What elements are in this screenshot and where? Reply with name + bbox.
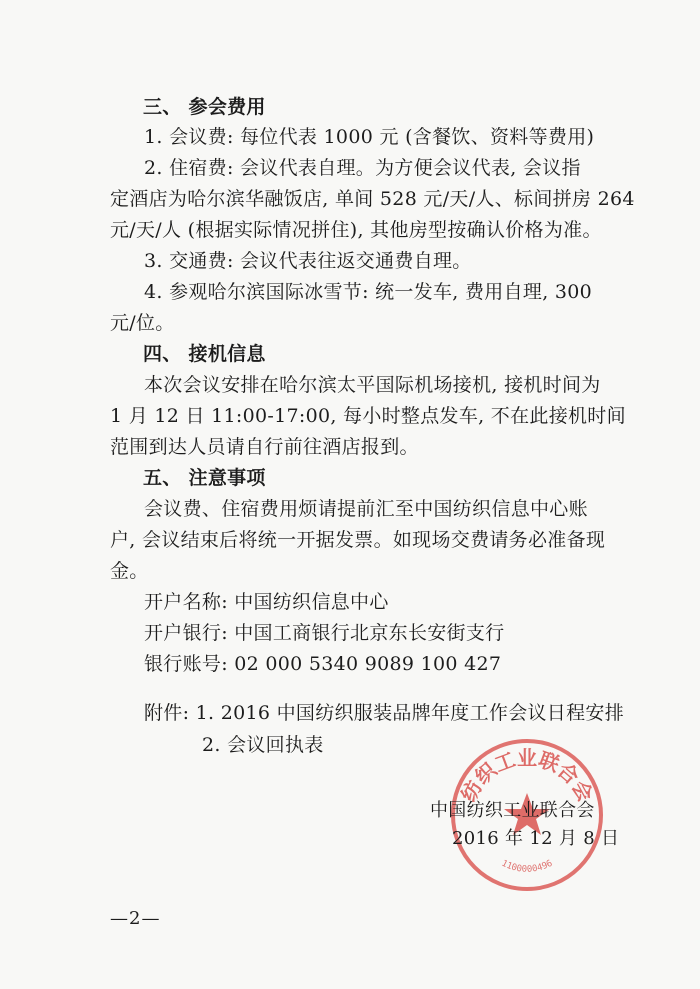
- account-name: 开户名称: 中国纺织信息中心: [144, 591, 389, 613]
- pickup-line-2: 1 月 12 日 11:00-17:00, 每小时整点发车, 不在此接机时间: [110, 405, 626, 427]
- seal-text: 纺织工业联合会: [456, 746, 598, 806]
- signature-date: 2016 年 12 月 8 日: [452, 828, 620, 849]
- section-heading-notes: 五、 注意事项: [143, 467, 266, 489]
- pickup-line-3: 范围到达人员请自行前往酒店报到。: [110, 436, 419, 458]
- fees-line-5: 3. 交通费: 会议代表往返交通费自理。: [144, 250, 472, 272]
- seal-number: 1100000496: [499, 858, 555, 875]
- account-bank: 开户银行: 中国工商银行北京东长安街支行: [144, 622, 505, 644]
- signature-org: 中国纺织工业联合会: [430, 800, 595, 821]
- notes-line-1: 会议费、住宿费用烦请提前汇至中国纺织信息中心账: [144, 498, 588, 520]
- fees-line-1: 1. 会议费: 每位代表 1000 元 (含餐饮、资料等费用): [144, 126, 595, 148]
- fees-line-3: 定酒店为哈尔滨华融饭店, 单间 528 元/天/人、标间拼房 264: [110, 188, 635, 210]
- section-heading-pickup: 四、 接机信息: [143, 343, 266, 365]
- pickup-line-1: 本次会议安排在哈尔滨太平国际机场接机, 接机时间为: [144, 374, 601, 396]
- fees-line-2: 2. 住宿费: 会议代表自理。为方便会议代表, 会议指: [144, 157, 581, 179]
- section-heading-fees: 三、 参会费用: [143, 96, 266, 118]
- attachment-line-2: 2. 会议回执表: [202, 734, 324, 756]
- account-number: 银行账号: 02 000 5340 9089 100 427: [144, 653, 502, 675]
- fees-line-6: 4. 参观哈尔滨国际冰雪节: 统一发车, 费用自理, 300: [144, 281, 593, 303]
- fees-line-4: 元/天/人 (根据实际情况拼住), 其他房型按确认价格为准。: [110, 219, 602, 241]
- attachment-line-1: 附件: 1. 2016 中国纺织服装品牌年度工作会议日程安排: [144, 702, 625, 724]
- page-number: —2—: [110, 908, 161, 929]
- svg-text:1100000496: [500, 859, 555, 875]
- notes-line-2: 户, 会议结束后将统一开据发票。如现场交费请务必准备现: [110, 529, 606, 551]
- fees-line-7: 元/位。: [110, 312, 175, 334]
- notes-line-3: 金。: [110, 560, 149, 582]
